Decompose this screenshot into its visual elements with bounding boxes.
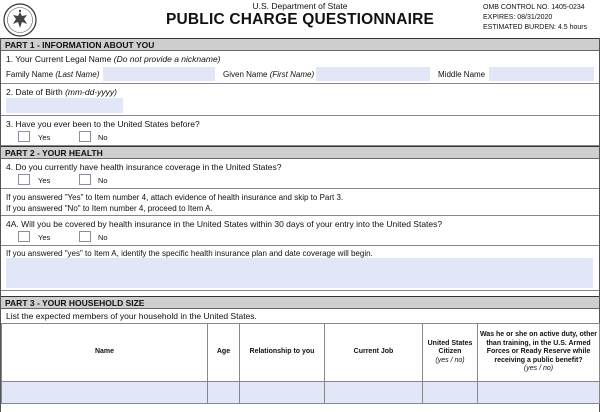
questionnaire-form — [0, 38, 600, 412]
been-to-us-no-checkbox[interactable] — [79, 131, 91, 142]
department-name: U.S. Department of State — [252, 1, 348, 11]
col-current-job: Current Job — [325, 324, 423, 382]
been-to-us-label: 3. Have you ever been to the United States before? — [6, 119, 200, 129]
middle-name-input[interactable] — [489, 67, 594, 81]
household-instruction-row — [1, 309, 599, 323]
health-insurance-no-checkbox[interactable] — [79, 174, 91, 185]
member-citizen-input[interactable] — [423, 382, 478, 404]
part1-heading: PART 1 - INFORMATION ABOUT YOU — [1, 38, 599, 51]
insurance-plan-label: If you answered "yes" to Item A, identify the specific health insurance plan and date coverage will begin. — [6, 249, 373, 258]
dob-input[interactable] — [6, 98, 123, 113]
col-us-citizen: United States Citizen (yes / no) — [423, 324, 478, 382]
future-coverage-yes-checkbox[interactable] — [18, 231, 30, 242]
instruction-yes: If you answered "Yes" to Item number 4, attach evidence of health insurance and skip to Part 3. — [6, 193, 344, 202]
middle-name-label: Middle Name — [438, 70, 486, 79]
member-name-input[interactable] — [2, 382, 208, 404]
col-relationship: Relationship to you — [240, 324, 325, 382]
insurance-plan-input[interactable] — [6, 258, 593, 288]
expiration-date: EXPIRES: 08/31/2020 — [483, 14, 553, 21]
member-job-input[interactable] — [325, 382, 423, 404]
legal-name-label: 1. Your Current Legal Name (Do not provide a nickname) — [6, 54, 221, 64]
health-insurance-no-label: No — [98, 176, 108, 185]
future-coverage-no-checkbox[interactable] — [79, 231, 91, 242]
insurance-instructions-row — [1, 189, 599, 216]
legal-name-row — [1, 51, 599, 84]
been-to-us-yes-checkbox[interactable] — [18, 131, 30, 142]
omb-info — [483, 3, 587, 33]
form-title: PUBLIC CHARGE QUESTIONNAIRE — [165, 11, 435, 28]
health-insurance-yes-checkbox[interactable] — [18, 174, 30, 185]
estimated-burden: ESTIMATED BURDEN: 4.5 hours — [483, 24, 588, 31]
member-age-input[interactable] — [208, 382, 240, 404]
household-table — [1, 323, 600, 404]
member-relationship-input[interactable] — [240, 382, 325, 404]
form-header — [0, 0, 600, 38]
family-name-input[interactable] — [103, 67, 215, 81]
omb-control-number: OMB CONTROL NO. 1405-0234 — [483, 4, 585, 11]
future-coverage-no-label: No — [98, 233, 108, 242]
col-age: Age — [208, 324, 240, 382]
member-armed-forces-input[interactable] — [478, 382, 600, 404]
health-insurance-label: 4. Do you currently have health insurance coverage in the United States? — [6, 162, 282, 172]
table-row — [2, 382, 600, 404]
been-to-us-no-label: No — [98, 133, 108, 142]
part2-heading: PART 2 - YOUR HEALTH — [1, 146, 599, 159]
instruction-no: If you answered "No" to Item number 4, proceed to Item A. — [6, 204, 213, 213]
future-coverage-yes-label: Yes — [38, 233, 51, 242]
health-insurance-row — [1, 159, 599, 189]
dob-row — [1, 84, 599, 116]
dob-label: 2. Date of Birth (mm-dd-yyyy) — [6, 87, 118, 97]
part3-heading: PART 3 - YOUR HOUSEHOLD SIZE — [1, 296, 599, 309]
col-name: Name — [2, 324, 208, 382]
been-to-us-yes-label: Yes — [38, 133, 51, 142]
future-coverage-row — [1, 216, 599, 246]
family-name-label: Family Name (Last Name) — [6, 70, 100, 79]
household-instruction: List the expected members of your household in the United States. — [6, 311, 257, 321]
health-insurance-yes-label: Yes — [38, 176, 51, 185]
given-name-label: Given Name (First Name) — [223, 70, 315, 79]
been-to-us-row — [1, 116, 599, 146]
household-table-header — [2, 324, 600, 382]
given-name-input[interactable] — [316, 67, 430, 81]
household-table-wrapper — [1, 323, 599, 412]
future-coverage-label: 4A. Will you be covered by health insurance in the United States within 30 days of your entry into the United States? — [6, 219, 443, 229]
col-armed-forces: Was he or she on active duty, other than training, in the U.S. Armed Forces or Ready Reserve while receiving a public benefit? (yes / no) — [478, 324, 600, 382]
insurance-plan-row — [1, 246, 599, 291]
